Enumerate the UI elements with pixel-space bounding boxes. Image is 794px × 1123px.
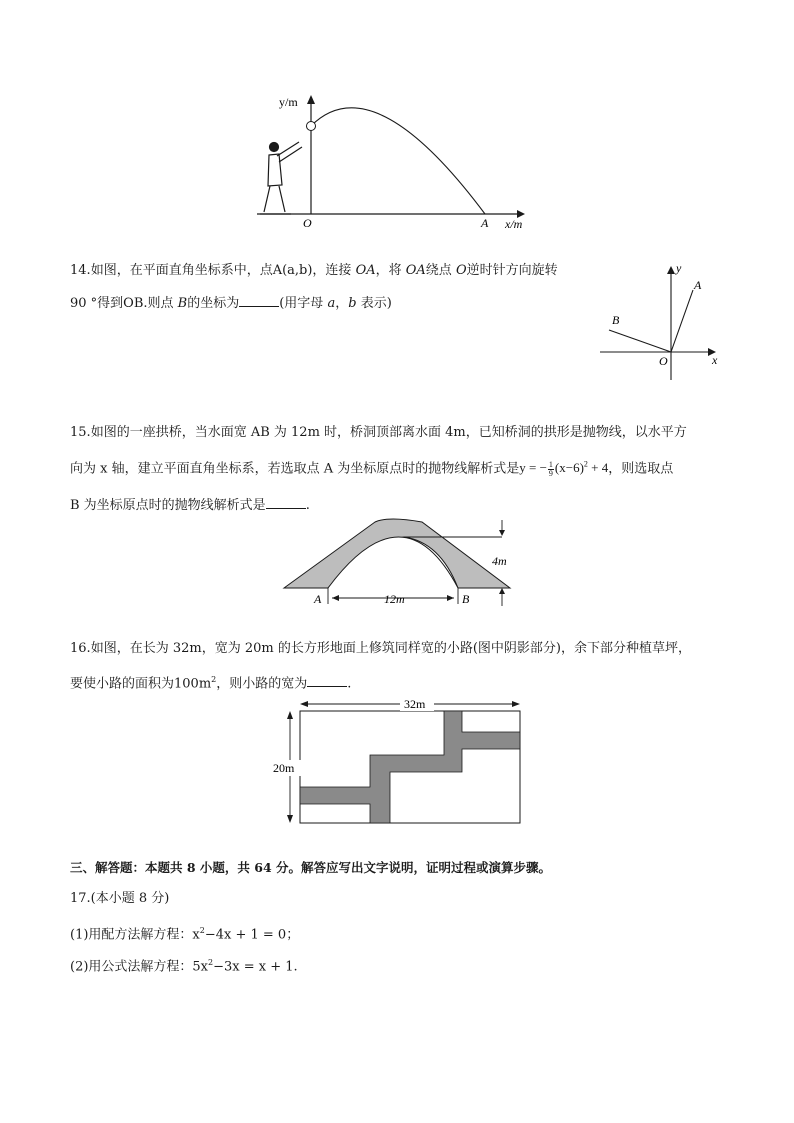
point-b-label: B bbox=[612, 313, 620, 327]
q14-number: 14. bbox=[70, 263, 91, 278]
figure-14-rotation bbox=[596, 258, 726, 384]
q14-answer-blank bbox=[239, 294, 279, 307]
length-label: 32m bbox=[404, 697, 426, 711]
figure-15-bridge bbox=[280, 518, 520, 610]
q15-text-2a: 向为 x 轴，建立平面直角坐标系，若选取点 A 为坐标原点时的抛物线解析式是 bbox=[70, 461, 520, 477]
width-label: 12m bbox=[384, 592, 405, 606]
q14-var-a: a bbox=[327, 296, 336, 311]
figure-13-parabola bbox=[255, 90, 535, 235]
q17-p1-pow: 2 bbox=[199, 926, 205, 935]
point-a-label: A bbox=[694, 278, 702, 292]
q14-o: O bbox=[455, 263, 467, 278]
length-arrow-right bbox=[512, 701, 520, 707]
q15-answer-blank bbox=[266, 496, 306, 509]
q14-text-2d: 表示) bbox=[356, 296, 392, 311]
y-axis-arrow bbox=[667, 266, 675, 274]
point-a-label: A bbox=[481, 216, 489, 230]
figure-16-field bbox=[270, 696, 530, 828]
y-axis-label: y/m bbox=[279, 95, 298, 109]
width-label: 20m bbox=[273, 761, 295, 775]
origin-label: O bbox=[659, 354, 668, 368]
q17-p2-pow: 2 bbox=[208, 958, 214, 967]
x-label: x bbox=[712, 353, 718, 367]
q15-eq-tail: (x−6) bbox=[554, 460, 584, 476]
q17-title: 17.(本小题 8 分) bbox=[70, 891, 170, 906]
length-arrow-left bbox=[300, 701, 308, 707]
q14-comma: ， bbox=[335, 296, 349, 311]
q15-equation bbox=[519, 459, 609, 478]
thrower-figure bbox=[257, 142, 302, 214]
q17-part2 bbox=[70, 954, 298, 976]
q16-pow: 2 bbox=[211, 675, 217, 684]
height-arrow-top bbox=[499, 530, 505, 536]
q15-eq-pow: 2 bbox=[583, 460, 588, 469]
x-axis-label: x/m bbox=[505, 217, 523, 231]
point-b-label: B bbox=[462, 592, 470, 606]
q17-p2-b: −3x = x + 1. bbox=[213, 959, 298, 975]
q15-fraction bbox=[548, 461, 554, 478]
q15-frac-num: 1 bbox=[548, 459, 553, 469]
q15-eq-end: + 4 bbox=[587, 460, 609, 476]
segment-ob bbox=[609, 330, 671, 352]
q17-p1-b: −4x + 1 = 0； bbox=[204, 927, 300, 943]
y-label: y bbox=[676, 261, 682, 275]
height-arrow-bottom bbox=[499, 588, 505, 594]
q16-line1 bbox=[70, 640, 691, 658]
q17-p1-a: (1)用配方法解方程：x bbox=[70, 927, 200, 943]
width-arrow-bottom bbox=[287, 815, 293, 823]
q16-text-2a: 要使小路的面积为100m bbox=[70, 676, 212, 692]
q14-var-b: b bbox=[348, 296, 357, 311]
q15-text-1: 如图的一座拱桥，当水面宽 AB 为 12m 时，桥洞顶部离水面 4m，已知桥洞的拱形是抛物线，以水平方 bbox=[90, 425, 687, 440]
height-label: 4m bbox=[492, 554, 507, 568]
q14-text-1a: 如图，在平面直角坐标系中，点A(a,b)，连接 bbox=[90, 263, 356, 278]
q15-line1 bbox=[70, 424, 687, 442]
segment-oa bbox=[671, 290, 693, 352]
q14-text-1b: ，将 bbox=[375, 263, 406, 278]
q17-p2-a: (2)用公式法解方程：5x bbox=[70, 959, 209, 975]
q15-text-3b: . bbox=[305, 498, 310, 513]
q16-text-2b: ，则小路的宽为 bbox=[216, 676, 308, 692]
width-arrow-top bbox=[287, 711, 293, 719]
origin-label: O bbox=[303, 216, 312, 230]
width-arrow-right bbox=[447, 595, 454, 601]
section-3-header: 三、解答题：本题共 8 小题，共 64 分。解答应写出文字说明，证明过程或演算步骤。 bbox=[70, 860, 552, 875]
q16-number: 16. bbox=[70, 641, 91, 656]
q14-oa-1: OA bbox=[355, 263, 376, 278]
q15-text-3a: B 为坐标原点时的抛物线解析式是 bbox=[70, 498, 266, 513]
q15-text-2b: ，则选取点 bbox=[608, 461, 674, 477]
q14-text-2c: (用字母 bbox=[279, 296, 328, 311]
y-axis-arrow bbox=[307, 95, 315, 104]
q14-text-2a: 90 °得到OB.则点 bbox=[70, 296, 178, 311]
q16-text-2c: . bbox=[347, 676, 352, 692]
q14-text-1c: 绕点 bbox=[425, 263, 456, 278]
q14-line1 bbox=[70, 262, 558, 280]
q15-frac-den: 9 bbox=[548, 468, 553, 478]
q17-part1 bbox=[70, 922, 299, 944]
q14-oa-2: OA bbox=[405, 263, 426, 278]
q14-text-1d: 逆时针方向旋转 bbox=[466, 263, 558, 278]
q14-text-2b: 的坐标为 bbox=[187, 296, 240, 311]
q15-line3 bbox=[70, 496, 310, 515]
q16-text-1: 如图，在长为 32m，宽为 20m 的长方形地面上修筑同样宽的小路(图中阴影部分)，余下部分种植草坪， bbox=[90, 641, 691, 656]
trajectory-curve bbox=[311, 108, 485, 214]
q14-line2 bbox=[70, 294, 392, 313]
q16-answer-blank bbox=[307, 674, 347, 687]
q14-b: B bbox=[177, 296, 188, 311]
q15-line2 bbox=[70, 456, 673, 478]
width-arrow-left bbox=[332, 595, 339, 601]
q15-number: 15. bbox=[70, 425, 91, 440]
ball bbox=[307, 122, 316, 131]
point-a-label: A bbox=[314, 592, 322, 606]
q16-line2 bbox=[70, 671, 351, 693]
q15-eq-y: y = − bbox=[519, 460, 547, 476]
